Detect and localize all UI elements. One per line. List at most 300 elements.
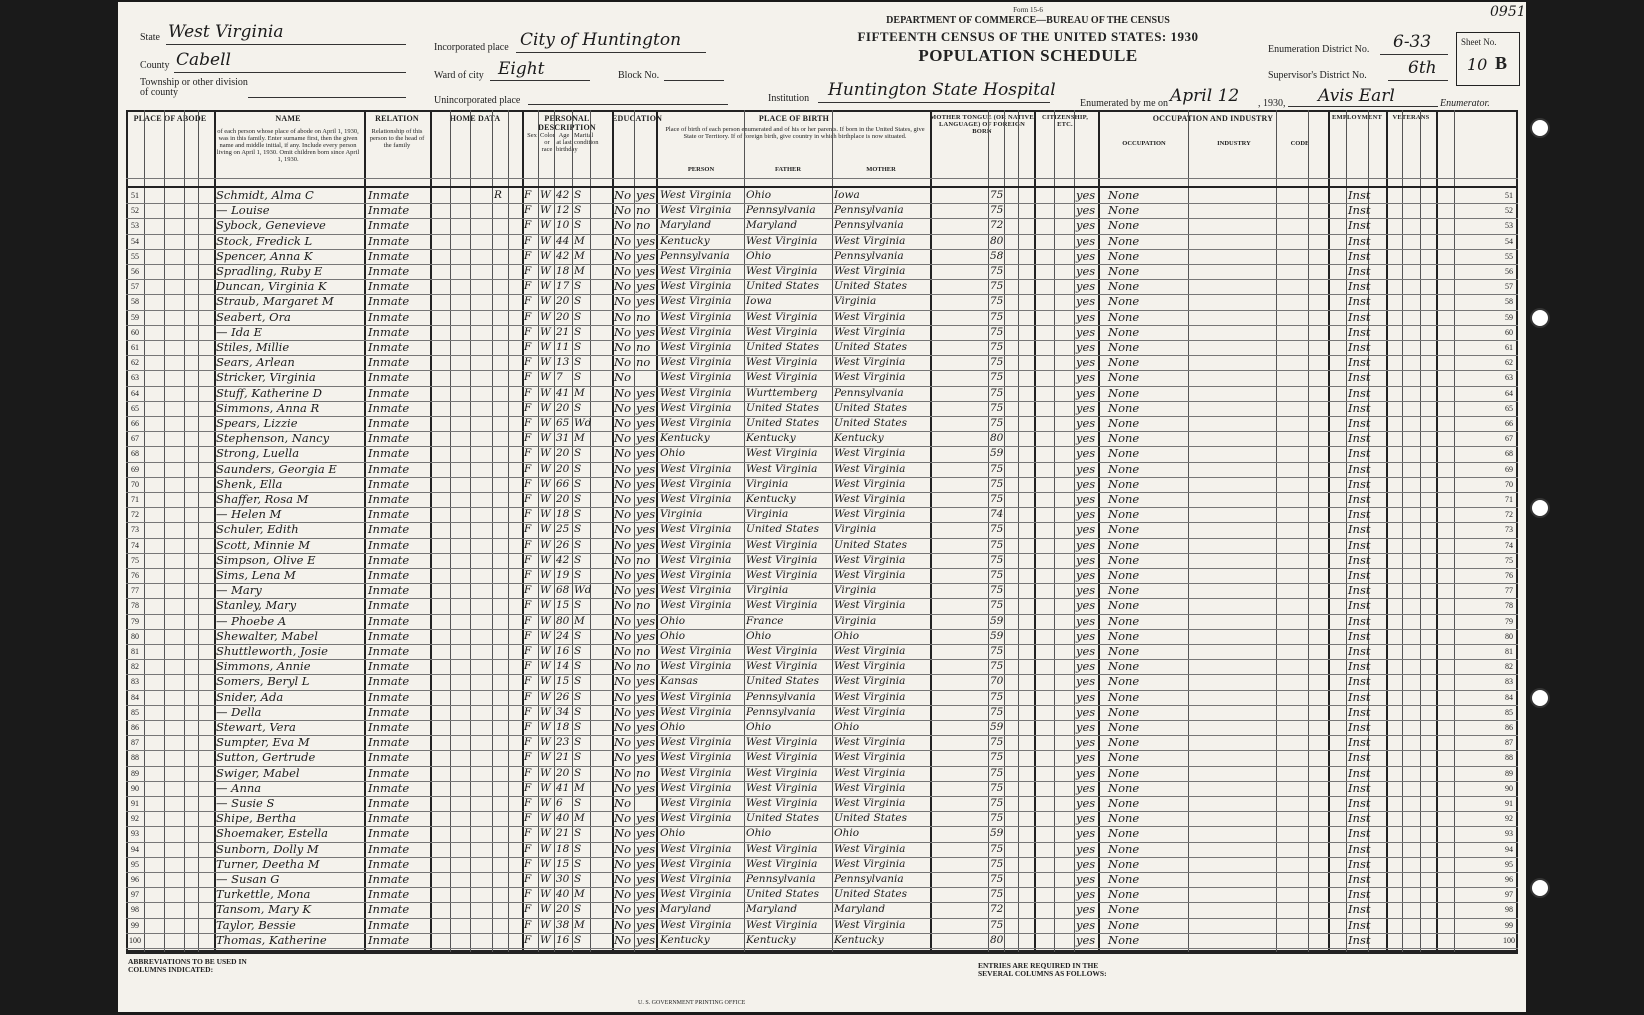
age-cell: 18 xyxy=(556,842,570,855)
english-cell: yes xyxy=(1076,598,1096,613)
marital-cell: M xyxy=(574,249,585,262)
name-cell: Stewart, Vera xyxy=(216,720,296,734)
father-birthplace-cell: West Virginia xyxy=(746,857,818,870)
mother-birthplace-cell: West Virginia xyxy=(834,234,906,247)
sex-cell: F xyxy=(524,189,532,201)
name-cell: Seabert, Ora xyxy=(216,309,291,324)
occupation-cell: None xyxy=(1108,340,1140,354)
name-cell: Stock, Fredick L xyxy=(216,233,313,248)
read-cell: yes xyxy=(636,872,656,886)
relation-cell: Inmate xyxy=(368,932,410,947)
age-cell: 31 xyxy=(556,432,570,445)
name-cell: Sunborn, Dolly M xyxy=(216,841,319,856)
father-birthplace-cell: West Virginia xyxy=(746,569,818,581)
mother-birthplace-cell: Kentucky xyxy=(834,432,884,445)
age-cell: 24 xyxy=(556,629,570,642)
name-cell: Sumpter, Eva M xyxy=(216,735,310,750)
sex-cell: F xyxy=(524,477,532,490)
line-number: 99 xyxy=(1505,920,1513,930)
occupation-cell: None xyxy=(1108,659,1140,674)
sex-cell: F xyxy=(524,356,532,369)
read-cell: yes xyxy=(636,917,656,932)
marital-cell: S xyxy=(574,933,582,946)
mother-birthplace-cell: West Virginia xyxy=(834,553,906,566)
father-birthplace-cell: Virginia xyxy=(746,477,789,490)
marital-cell: S xyxy=(574,447,582,460)
line-number: 86 xyxy=(131,723,139,732)
line-number: 96 xyxy=(131,875,139,884)
school-cell: No xyxy=(614,780,631,795)
relation-cell: Inmate xyxy=(368,856,410,871)
marital-cell: S xyxy=(574,751,582,764)
occupation-cell: None xyxy=(1108,552,1140,567)
line-number: 71 xyxy=(131,495,139,504)
employment-cell: Inst xyxy=(1348,841,1371,856)
relation-cell: Inmate xyxy=(368,431,410,446)
occupation-cell: None xyxy=(1108,902,1140,917)
read-cell: yes xyxy=(636,689,656,704)
birth-code-cell: 75 xyxy=(990,493,1004,505)
sex-cell: F xyxy=(524,401,532,414)
name-cell: Turkettle, Mona xyxy=(216,887,311,902)
school-cell: No xyxy=(614,644,631,658)
name-cell: — Louise xyxy=(216,203,270,218)
english-cell: yes xyxy=(1076,233,1096,248)
relation-cell: Inmate xyxy=(368,720,410,734)
name-cell: Shipe, Bertha xyxy=(216,811,297,826)
occupation-cell: None xyxy=(1108,264,1140,278)
birth-code-cell: 75 xyxy=(990,842,1004,855)
read-cell: no xyxy=(636,598,651,613)
age-cell: 42 xyxy=(556,553,570,566)
school-cell: No xyxy=(614,598,631,613)
sex-cell: F xyxy=(524,721,532,733)
enum-district-value: 6-33 xyxy=(1393,32,1432,52)
race-cell: W xyxy=(540,918,551,931)
block-label: Block No. xyxy=(618,70,660,81)
line-number: 95 xyxy=(1505,859,1513,869)
race-cell: W xyxy=(540,477,551,490)
occupation-cell: None xyxy=(1108,674,1140,689)
school-cell: No xyxy=(614,674,631,689)
line-number: 95 xyxy=(131,859,139,869)
age-cell: 13 xyxy=(556,356,570,369)
read-cell: no xyxy=(636,552,651,567)
group-personal: PERSONAL DESCRIPTION xyxy=(538,114,596,132)
father-birthplace-cell: West Virginia xyxy=(746,781,818,794)
mother-birthplace-cell: Pennsylvania xyxy=(834,386,904,399)
school-cell: No xyxy=(614,416,631,430)
person-birthplace-cell: West Virginia xyxy=(660,280,732,293)
line-number: 76 xyxy=(131,571,139,580)
person-birthplace-cell: West Virginia xyxy=(660,204,732,217)
age-cell: 40 xyxy=(556,812,570,825)
school-cell: No xyxy=(614,826,631,841)
person-birthplace-cell: West Virginia xyxy=(660,553,732,566)
sex-cell: F xyxy=(524,432,532,445)
line-number: 91 xyxy=(131,799,139,808)
english-cell: yes xyxy=(1076,203,1096,218)
race-cell: W xyxy=(540,933,551,946)
school-cell: No xyxy=(614,872,631,886)
english-cell: yes xyxy=(1076,552,1096,567)
marital-cell: S xyxy=(574,827,582,840)
father-birthplace-cell: West Virginia xyxy=(746,660,818,673)
incorporated-line xyxy=(516,52,706,53)
line-number: 82 xyxy=(131,662,139,672)
person-birthplace-cell: West Virginia xyxy=(660,797,732,809)
form-number: Form 15-6 xyxy=(1013,6,1043,14)
school-cell: No xyxy=(614,841,631,856)
school-cell: No xyxy=(614,552,631,567)
school-cell: No xyxy=(614,750,631,765)
name-cell: — Ida E xyxy=(216,324,262,339)
marital-cell: S xyxy=(574,508,582,521)
father-birthplace-cell: West Virginia xyxy=(746,325,818,338)
census-title: FIFTEENTH CENSUS OF THE UNITED STATES: 1930 xyxy=(857,29,1199,44)
birth-code-cell: 72 xyxy=(990,219,1004,232)
father-birthplace-cell: Pennsylvania xyxy=(746,204,816,217)
father-birthplace-cell: Ohio xyxy=(746,629,772,642)
mother-birthplace-cell: West Virginia xyxy=(834,736,906,749)
race-cell: W xyxy=(540,781,551,794)
age-cell: 34 xyxy=(556,705,570,718)
relation-cell: Inmate xyxy=(368,552,410,567)
read-cell: yes xyxy=(636,476,656,491)
relation-cell: Inmate xyxy=(368,537,410,552)
mother-birthplace-cell: United States xyxy=(834,538,907,551)
binder-hole xyxy=(1530,498,1550,518)
relation-cell: Inmate xyxy=(368,324,410,339)
employment-cell: Inst xyxy=(1348,355,1371,370)
mother-birthplace-cell: West Virginia xyxy=(834,797,906,809)
mother-birthplace-cell: West Virginia xyxy=(834,325,906,338)
marital-cell: S xyxy=(574,629,582,642)
name-cell: Simmons, Annie xyxy=(216,659,311,674)
race-cell: W xyxy=(540,493,551,505)
relation-cell: Inmate xyxy=(368,416,410,430)
birth-code-cell: 72 xyxy=(990,903,1004,916)
birth-code-cell: 75 xyxy=(990,204,1004,217)
marital-cell: S xyxy=(574,645,582,657)
father-birthplace-cell: Ohio xyxy=(746,249,772,262)
school-cell: No xyxy=(614,568,631,582)
occupation-cell: None xyxy=(1108,856,1140,871)
relation-cell: Inmate xyxy=(368,750,410,765)
relation-cell: Inmate xyxy=(368,735,410,750)
abbrev-title: ABBREVIATIONS TO BE USED IN COLUMNS INDICATED: xyxy=(128,957,247,974)
person-birthplace-cell: West Virginia xyxy=(660,386,732,399)
line-number: 53 xyxy=(1505,221,1513,231)
race-cell: W xyxy=(540,538,551,551)
birth-code-cell: 75 xyxy=(990,477,1004,490)
sex-cell: F xyxy=(524,447,532,460)
age-cell: 18 xyxy=(556,508,570,521)
relation-cell: Inmate xyxy=(368,765,410,780)
line-number: 59 xyxy=(131,312,139,322)
school-cell: No xyxy=(614,309,631,324)
employment-cell: Inst xyxy=(1348,446,1371,461)
marital-cell: M xyxy=(574,386,585,399)
employment-cell: Inst xyxy=(1348,704,1371,719)
person-birthplace-cell: Maryland xyxy=(660,219,712,232)
race-cell: W xyxy=(540,842,551,855)
relation-cell: Inmate xyxy=(368,476,410,491)
relation-cell: Inmate xyxy=(368,279,410,294)
birth-code-cell: 75 xyxy=(990,645,1004,657)
race-cell: W xyxy=(540,401,551,414)
occupation-cell: None xyxy=(1108,188,1140,202)
name-cell: Sybock, Genevieve xyxy=(216,218,326,233)
race-cell: W xyxy=(540,523,551,536)
school-cell: No xyxy=(614,218,631,233)
birth-code-cell: 75 xyxy=(990,690,1004,703)
school-cell: No xyxy=(614,188,631,202)
sex-cell: F xyxy=(524,873,532,885)
occupation-cell: None xyxy=(1108,355,1140,370)
line-number: 84 xyxy=(1505,692,1513,702)
sex-cell: F xyxy=(524,508,532,521)
race-cell: W xyxy=(540,325,551,338)
name-cell: Duncan, Virginia K xyxy=(216,279,327,294)
mother-birthplace-cell: United States xyxy=(834,401,907,414)
marital-cell: S xyxy=(574,842,582,855)
line-number: 76 xyxy=(1505,571,1513,580)
employment-cell: Inst xyxy=(1348,720,1371,734)
english-cell: yes xyxy=(1076,355,1096,370)
relation-cell: Inmate xyxy=(368,340,410,354)
read-cell: yes xyxy=(636,294,656,309)
age-cell: 15 xyxy=(556,675,570,688)
relation-cell: Inmate xyxy=(368,522,410,537)
english-cell: yes xyxy=(1076,811,1096,826)
line-number: 66 xyxy=(1505,419,1513,428)
age-cell: 21 xyxy=(556,827,570,840)
age-cell: 42 xyxy=(556,189,570,201)
ward-value: Eight xyxy=(498,59,545,79)
occupation-cell: None xyxy=(1108,826,1140,841)
birth-code-cell: 75 xyxy=(990,873,1004,885)
school-cell: No xyxy=(614,887,631,902)
race-cell: W xyxy=(540,721,551,733)
mother-birthplace-cell: Ohio xyxy=(834,629,860,642)
school-cell: No xyxy=(614,476,631,491)
race-cell: W xyxy=(540,888,551,901)
age-cell: 41 xyxy=(556,386,570,399)
group-abode: PLACE OF ABODE xyxy=(133,114,207,123)
line-number: 93 xyxy=(1505,829,1513,839)
father-birthplace-cell: United States xyxy=(746,280,819,293)
line-number: 97 xyxy=(1505,890,1513,900)
person-birthplace-cell: West Virginia xyxy=(660,660,732,673)
group-education: EDUCATION xyxy=(612,114,663,123)
birth-code-cell: 75 xyxy=(990,599,1004,612)
race-cell: W xyxy=(540,629,551,642)
sex-cell: F xyxy=(524,325,532,338)
employment-cell: Inst xyxy=(1348,218,1371,233)
read-cell: yes xyxy=(636,279,656,294)
father-birthplace-cell: United States xyxy=(746,812,819,825)
relation-cell: Inmate xyxy=(368,446,410,461)
race-cell: W xyxy=(540,189,551,201)
marital-cell: S xyxy=(574,569,582,581)
marital-cell: S xyxy=(574,903,582,916)
age-cell: 18 xyxy=(556,721,570,733)
township-label: Township or other division of county xyxy=(140,77,248,98)
father-birthplace-cell: Wurttemberg xyxy=(746,386,818,399)
father-birthplace-cell: Ohio xyxy=(746,721,772,733)
relation-cell: Inmate xyxy=(368,568,410,582)
name-cell: Spencer, Anna K xyxy=(216,248,313,263)
line-number: 96 xyxy=(1505,875,1513,884)
employment-cell: Inst xyxy=(1348,340,1371,354)
english-cell: yes xyxy=(1076,507,1096,522)
employment-cell: Inst xyxy=(1348,522,1371,537)
school-cell: No xyxy=(614,400,631,415)
employment-cell: Inst xyxy=(1348,507,1371,522)
state-label: State xyxy=(140,32,160,43)
code-column-head: CODE xyxy=(1290,140,1310,147)
school-cell: No xyxy=(614,446,631,461)
line-number: 68 xyxy=(1505,449,1513,459)
mother-birthplace-cell: Pennsylvania xyxy=(834,873,904,885)
birth-code-cell: 75 xyxy=(990,386,1004,399)
employment-cell: Inst xyxy=(1348,811,1371,826)
occupation-cell: None xyxy=(1108,704,1140,719)
person-birthplace-cell: West Virginia xyxy=(660,736,732,749)
birth-code-cell: 75 xyxy=(990,888,1004,901)
birth-code-cell: 75 xyxy=(990,538,1004,551)
school-cell: No xyxy=(614,324,631,339)
person-birthplace-cell: West Virginia xyxy=(660,189,732,201)
marital-cell: S xyxy=(574,371,582,384)
line-number: 100 xyxy=(129,935,141,945)
line-number: 52 xyxy=(131,206,139,216)
sex-cell: F xyxy=(524,660,532,673)
father-birthplace-cell: West Virginia xyxy=(746,371,818,384)
name-cell: Scott, Minnie M xyxy=(216,537,310,552)
occupation-cell: None xyxy=(1108,218,1140,233)
school-cell: No xyxy=(614,355,631,370)
person-birthplace-cell: Kentucky xyxy=(660,234,710,247)
person-birthplace-cell: West Virginia xyxy=(660,325,732,338)
mother-birthplace-cell: Ohio xyxy=(834,827,860,840)
name-cell: Tansom, Mary K xyxy=(216,902,311,917)
group-veterans: VETERANS xyxy=(1392,114,1430,121)
relation-cell: Inmate xyxy=(368,461,410,476)
mother-birthplace-cell: Kentucky xyxy=(834,933,884,946)
dept-title: DEPARTMENT OF COMMERCE—BUREAU OF THE CENSUS xyxy=(886,15,1170,26)
line-number: 90 xyxy=(131,783,139,793)
enumerator-name: Avis Earl xyxy=(1318,86,1395,106)
school-cell: No xyxy=(614,917,631,932)
relation-column-desc: Relationship of this person to the head of the family xyxy=(369,128,425,149)
institution-value: Huntington State Hospital xyxy=(828,80,1056,100)
mother-birthplace-cell: West Virginia xyxy=(834,371,906,384)
employment-cell: Inst xyxy=(1348,294,1371,309)
name-cell: Stricker, Virginia xyxy=(216,370,316,385)
name-cell: Thomas, Katherine xyxy=(216,932,327,947)
birth-code-cell: 75 xyxy=(990,660,1004,673)
person-birthplace-cell: Kansas xyxy=(660,675,698,688)
person-birthplace-cell: West Virginia xyxy=(660,690,732,703)
enumerator-line xyxy=(1288,106,1438,107)
employment-cell: Inst xyxy=(1348,476,1371,491)
person-birthplace-cell: West Virginia xyxy=(660,812,732,825)
line-number: 83 xyxy=(1505,677,1513,687)
father-birthplace-cell: Virginia xyxy=(746,584,789,597)
line-number: 94 xyxy=(131,844,139,854)
age-cell: 20 xyxy=(556,295,570,308)
name-cell: — Helen M xyxy=(216,507,282,522)
line-number: 55 xyxy=(1505,251,1513,261)
age-cell: 15 xyxy=(556,857,570,870)
race-cell: W xyxy=(540,645,551,657)
employment-cell: Inst xyxy=(1348,826,1371,841)
employment-cell: Inst xyxy=(1348,750,1371,765)
employment-cell: Inst xyxy=(1348,932,1371,947)
race-cell: W xyxy=(540,660,551,673)
line-number: 62 xyxy=(1505,358,1513,368)
mother-birthplace-cell: West Virginia xyxy=(834,918,906,931)
name-cell: Schuler, Edith xyxy=(216,522,299,537)
age-cell: 21 xyxy=(556,325,570,338)
binder-hole xyxy=(1530,308,1550,328)
father-birthplace-cell: Ohio xyxy=(746,827,772,840)
birth-column-desc: Place of birth of each person enumerated and of his or her parents. If born in the United States, give State or Territory. If of foreign birth, give country in which birthplace is now situated. xyxy=(665,126,925,140)
line-number: 79 xyxy=(1505,616,1513,626)
occupation-cell: None xyxy=(1108,370,1140,385)
english-cell: yes xyxy=(1076,416,1096,430)
sex-cell: F xyxy=(524,690,532,703)
occupation-cell: None xyxy=(1108,583,1140,598)
occupation-cell: None xyxy=(1108,765,1140,780)
mother-birthplace-cell: West Virginia xyxy=(834,310,906,323)
school-cell: No xyxy=(614,294,631,309)
birth-code-cell: 75 xyxy=(990,797,1004,809)
race-cell: W xyxy=(540,797,551,809)
english-cell: yes xyxy=(1076,765,1096,780)
employment-cell: Inst xyxy=(1348,324,1371,339)
age-cell: 65 xyxy=(556,417,570,429)
line-number: 90 xyxy=(1505,783,1513,793)
line-number: 77 xyxy=(1505,586,1513,596)
father-birthplace-cell: Maryland xyxy=(746,903,798,916)
line-number: 87 xyxy=(131,738,139,748)
relation-cell: Inmate xyxy=(368,826,410,841)
school-cell: No xyxy=(614,628,631,643)
race-cell: W xyxy=(540,447,551,460)
race-cell: W xyxy=(540,599,551,612)
sex-cell: F xyxy=(524,523,532,536)
occupation-cell: None xyxy=(1108,598,1140,613)
age-cell: 16 xyxy=(556,933,570,946)
mother-birthplace-cell: West Virginia xyxy=(834,705,906,718)
race-cell: W xyxy=(540,219,551,232)
age-cell: 80 xyxy=(556,614,570,627)
name-cell: Stuff, Katherine D xyxy=(216,385,322,400)
school-cell: No xyxy=(614,613,631,628)
mother-birthplace-cell: West Virginia xyxy=(834,569,906,581)
line-number: 55 xyxy=(131,251,139,261)
occupation-cell: None xyxy=(1108,400,1140,415)
line-number: 78 xyxy=(131,601,139,611)
sex-cell: F xyxy=(524,857,532,870)
marital-cell: M xyxy=(574,918,585,931)
mother-birthplace-cell: Virginia xyxy=(834,614,877,627)
birth-code-cell: 75 xyxy=(990,569,1004,581)
english-cell: yes xyxy=(1076,385,1096,400)
